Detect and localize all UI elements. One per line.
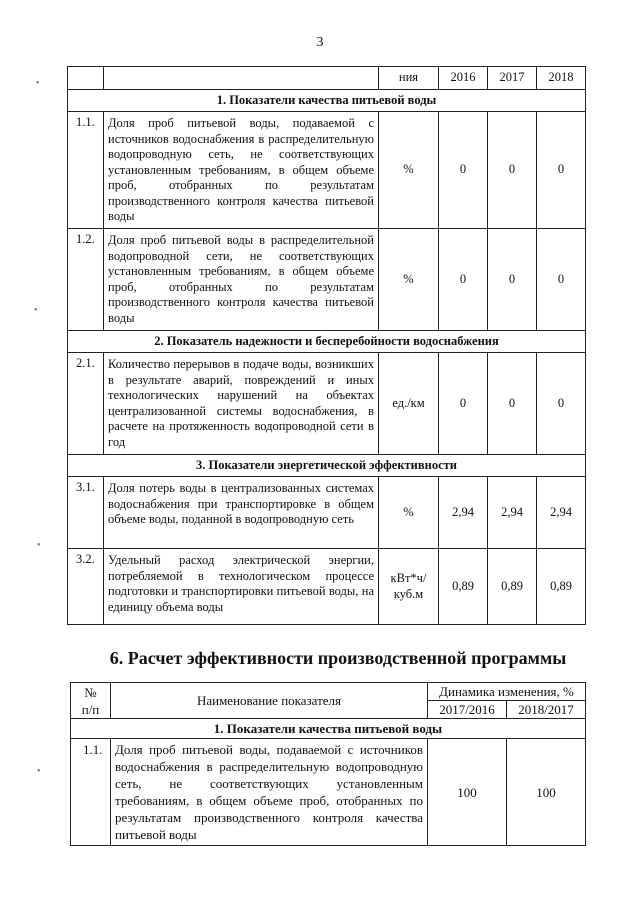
row-value: 0 (488, 112, 537, 229)
section-title: 2. Показатель надежности и бесперебойности водоснабжения (68, 331, 586, 353)
row-unit: кВт*ч/ куб.м (379, 549, 439, 625)
scan-mark: • (37, 540, 41, 551)
row-description: Количество перерывов в подаче воды, возникших в результате аварий, повреждений и иных технологических нарушений на объектах централизованной системы водоснабжения, в расчете на протяженность водопроводной сети в год (104, 353, 379, 455)
efficiency-table (70, 682, 586, 846)
row-value: 0 (439, 112, 488, 229)
section-row (68, 90, 586, 112)
section-row (71, 719, 586, 739)
row-description: Доля проб питьевой воды, подаваемой с источников водоснабжения в распределительную водопроводную сеть, не соответствующих установленным требованиям, в общем объеме проб, отобранных по результатам производственного контроля качества питьевой воды (111, 739, 428, 846)
scan-mark: • (36, 78, 40, 89)
table-row (68, 229, 586, 331)
row-value: 0 (537, 112, 586, 229)
table-row (68, 112, 586, 229)
section-title: 3. Показатели энергетической эффективности (68, 455, 586, 477)
scan-mark: • (37, 766, 41, 777)
header-period: 2017/2016 (428, 701, 507, 719)
table-header-row (68, 67, 586, 90)
row-unit: % (379, 477, 439, 549)
header-num-top: № (84, 684, 97, 700)
section-row (68, 331, 586, 353)
table-row (71, 739, 586, 846)
row-value: 0 (537, 353, 586, 455)
row-description: Доля проб питьевой воды, подаваемой с источников водоснабжения в распределительную водопроводную сеть, не соответствующих установленным требованиям, в общем объеме проб, отобранных по результатам производственного контроля качества питьевой воды (104, 112, 379, 229)
header-period: 2018/2017 (507, 701, 586, 719)
row-value: 0 (439, 229, 488, 331)
row-value: 0,89 (488, 549, 537, 625)
row-description: Доля потерь воды в централизованных системах водоснабжения при транспортировке в общем объеме воды, поданной в водопроводную сеть (104, 477, 379, 549)
row-description: Доля проб питьевой воды в распределительной водопроводной сети, не соответствующих установленным требованиям, в общем объеме проб, отобранных по результатам производственного контроля качества питьевой воды (104, 229, 379, 331)
row-description: Удельный расход электрической энергии, потребляемой в технологическом процессе подготовки и транспортировки питьевой воды, на единицу объема воды (104, 549, 379, 625)
header-year-2018: 2018 (537, 67, 586, 90)
row-unit: % (379, 229, 439, 331)
header-num-cell (71, 683, 111, 719)
header-year-2016: 2016 (439, 67, 488, 90)
row-unit: ед./км (379, 353, 439, 455)
row-number: 3.1. (68, 477, 104, 549)
section-row (68, 455, 586, 477)
row-value: 0 (439, 353, 488, 455)
header-dynamics: Динамика изменения, % (428, 683, 586, 701)
row-value: 0 (488, 353, 537, 455)
table-row (68, 477, 586, 549)
row-value: 100 (507, 739, 586, 846)
table-row (68, 353, 586, 455)
header-year-2017: 2017 (488, 67, 537, 90)
header-unit: ния (379, 67, 439, 90)
table-header-row (71, 683, 586, 701)
row-value: 0,89 (537, 549, 586, 625)
table-row (68, 549, 586, 625)
header-name (104, 67, 379, 90)
row-number: 1.1. (71, 739, 111, 846)
row-number: 2.1. (68, 353, 104, 455)
row-value: 0,89 (439, 549, 488, 625)
indicators-table (67, 66, 586, 625)
row-value: 2,94 (439, 477, 488, 549)
row-value: 2,94 (488, 477, 537, 549)
row-value: 100 (428, 739, 507, 846)
header-num-bottom: п/п (81, 701, 100, 717)
header-num (68, 67, 104, 90)
row-value: 0 (488, 229, 537, 331)
section-heading: 6. Расчет эффективности производственной программы (109, 648, 567, 668)
row-value: 0 (537, 229, 586, 331)
header-name: Наименование показателя (111, 683, 428, 719)
row-value: 2,94 (537, 477, 586, 549)
section-title: 1. Показатели качества питьевой воды (68, 90, 586, 112)
row-unit: % (379, 112, 439, 229)
page-number: 3 (316, 35, 324, 50)
scan-mark: • (34, 305, 38, 316)
row-number: 1.2. (68, 229, 104, 331)
row-number: 1.1. (68, 112, 104, 229)
row-number: 3.2. (68, 549, 104, 625)
section-title: 1. Показатели качества питьевой воды (71, 719, 586, 739)
